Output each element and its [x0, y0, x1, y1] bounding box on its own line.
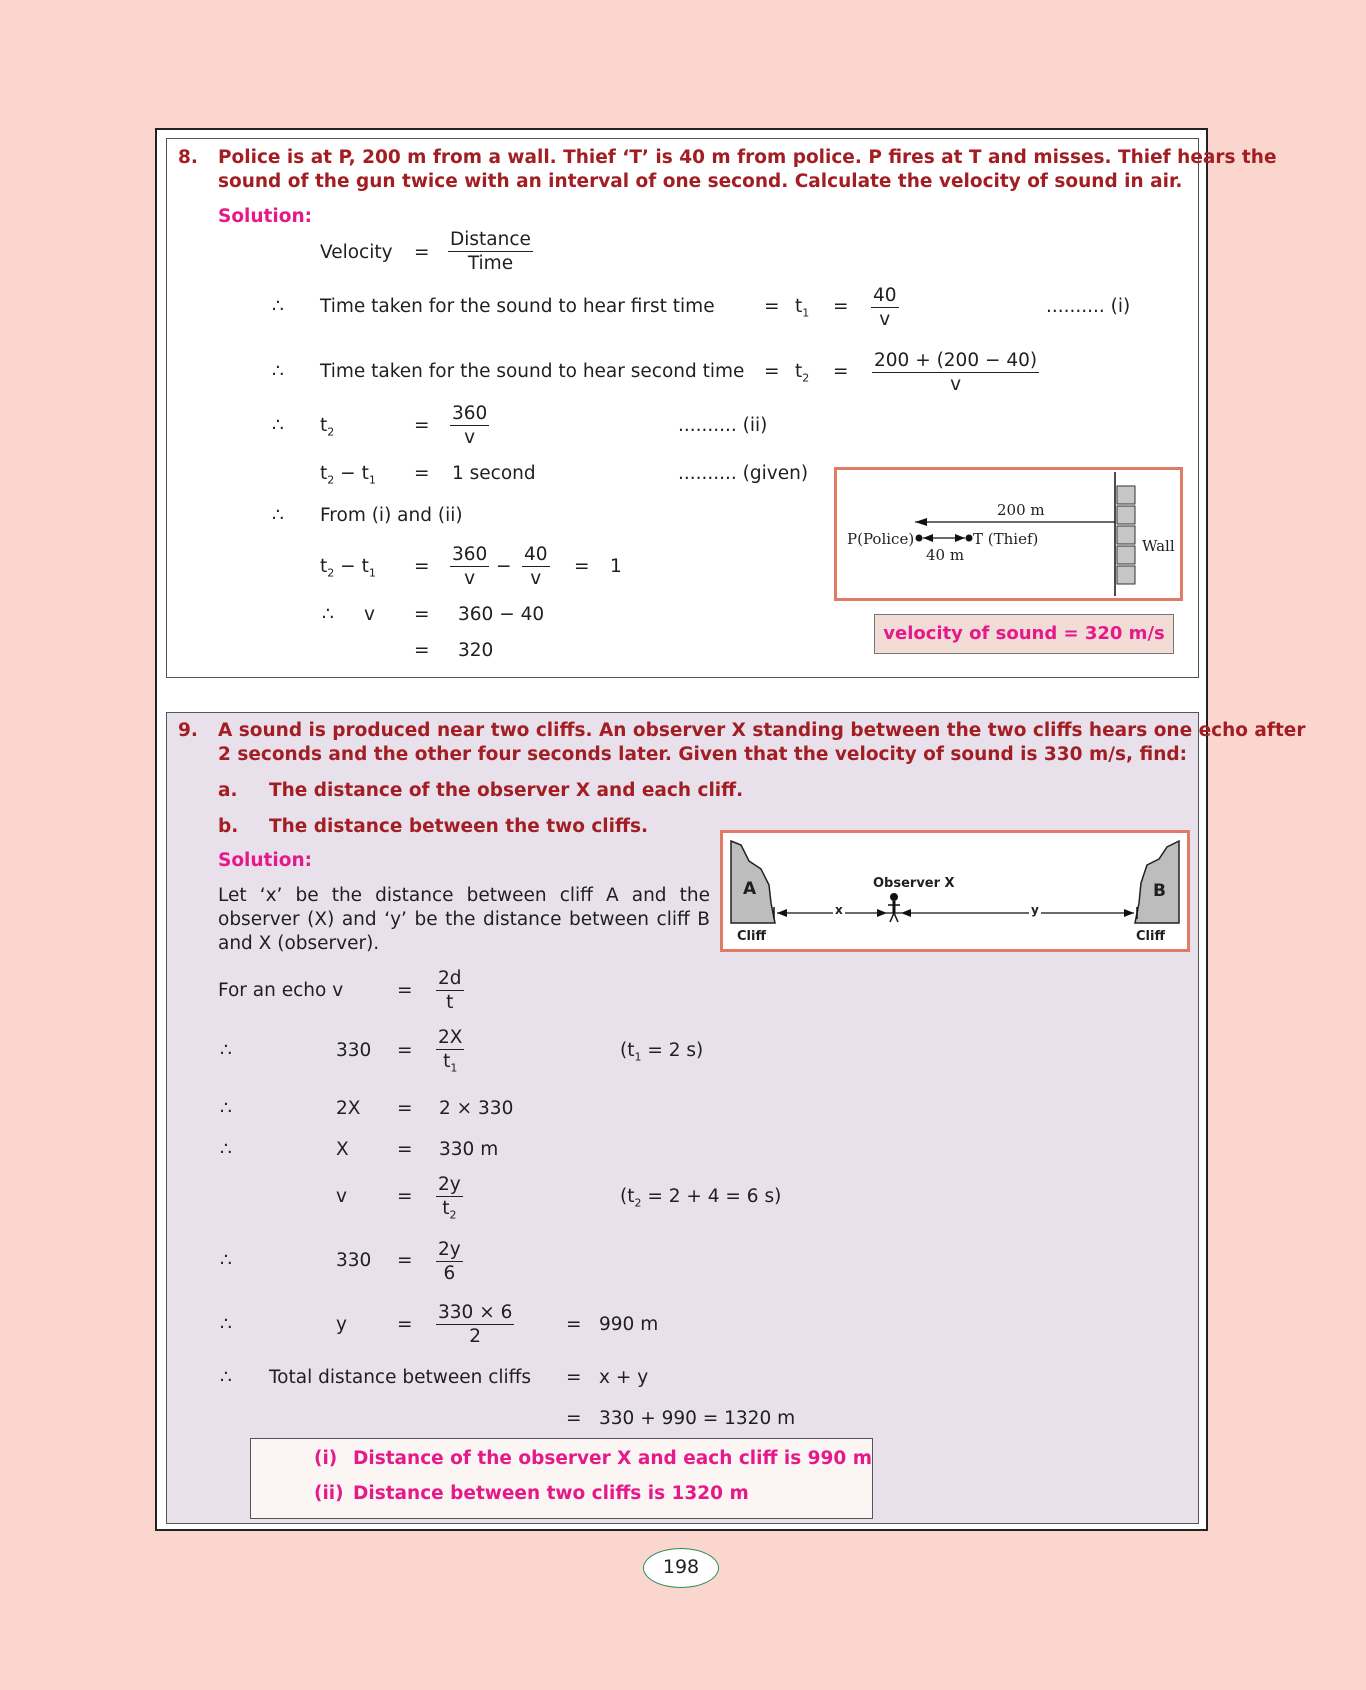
- label-y: y: [1031, 903, 1039, 917]
- subscript: 1: [634, 1050, 642, 1064]
- therefore-symbol: ∴: [220, 1139, 232, 1160]
- denominator: v: [464, 568, 476, 589]
- arrow-head-icon: [915, 518, 927, 526]
- equals-sign: =: [397, 980, 413, 1001]
- therefore-symbol: ∴: [272, 415, 284, 436]
- arrow-head-icon: [901, 909, 911, 917]
- fraction-40-over-v: [871, 284, 899, 331]
- minus-sign: −: [340, 463, 356, 484]
- fraction-2d-over-t: [436, 967, 464, 1014]
- distance-over-time: [448, 228, 533, 275]
- t2-minus-t1: [320, 556, 376, 580]
- label-police: P(Police): [847, 530, 915, 548]
- t-letter: t: [361, 556, 369, 577]
- minus-sign: −: [340, 556, 356, 577]
- equals-sign: =: [397, 1314, 413, 1335]
- X-value: 330 m: [439, 1139, 499, 1160]
- q8-solution-label: Solution:: [218, 206, 313, 227]
- equals-sign: =: [574, 556, 590, 577]
- therefore-symbol: ∴: [220, 1250, 232, 1271]
- equals-sign: =: [764, 296, 780, 317]
- cliffs-observer-diagram: [720, 830, 1190, 952]
- answer-1-label: (i): [314, 1448, 338, 1469]
- t-letter: t: [795, 296, 803, 317]
- fraction-2y-over-t2: [436, 1173, 463, 1227]
- denominator: 2: [469, 1326, 482, 1347]
- label-wall: Wall: [1142, 537, 1175, 555]
- fraction-2y-over-6: [436, 1238, 463, 1285]
- numerator: 200 + (200 − 40): [874, 350, 1038, 371]
- t1-symbol: [795, 296, 809, 320]
- velocity-value: 330: [336, 1040, 372, 1061]
- numerator: 40: [524, 544, 548, 565]
- subscript: 1: [450, 1061, 458, 1075]
- answer-2-label: (ii): [314, 1483, 344, 1504]
- denominator: Time: [467, 253, 514, 274]
- denominator: v: [464, 427, 476, 448]
- therefore-symbol: ∴: [220, 1098, 232, 1119]
- denominator: t: [446, 992, 454, 1013]
- equation-ref-ii: .......... (ii): [678, 415, 768, 436]
- label-cliff-b: B: [1153, 881, 1166, 901]
- label-200m: 200 m: [997, 501, 1045, 519]
- fraction-2X-over-t1: [436, 1026, 464, 1080]
- t-letter: t: [442, 1198, 450, 1219]
- t-letter: t: [320, 463, 328, 484]
- q8-number: 8.: [178, 147, 198, 168]
- X-symbol: X: [336, 1139, 349, 1160]
- subscript: 2: [802, 371, 810, 385]
- arrow-head-icon: [1124, 909, 1134, 917]
- q8-text-line2: sound of the gun twice with an interval of one second. Calculate the velocity of sound in air.: [218, 171, 1183, 192]
- q9-text-line2: 2 seconds and the other four seconds later. Given that the velocity of sound is 330 m/s, find:: [218, 744, 1188, 765]
- sum-line: 330 + 990 = 1320 m: [599, 1408, 796, 1429]
- equals-sign: =: [414, 463, 430, 484]
- equals-sign: =: [414, 415, 430, 436]
- equals-sign: =: [833, 361, 849, 382]
- label-cliff-a: A: [743, 879, 757, 899]
- equals-sign: =: [414, 604, 430, 625]
- result-value: 320: [458, 640, 494, 661]
- numerator: 330 × 6: [438, 1302, 513, 1323]
- label-x: x: [835, 903, 843, 917]
- q9-number: 9.: [178, 720, 198, 741]
- q9-text-line1: A sound is produced near two cliffs. An observer X standing between the two cliffs hears one echo after: [218, 720, 1306, 741]
- subscript: 1: [368, 566, 376, 580]
- arrow-head-icon: [877, 909, 887, 917]
- t2-symbol: [795, 361, 809, 385]
- diagram-svg: [723, 833, 1187, 949]
- equals-sign: =: [414, 556, 430, 577]
- equals-sign: =: [764, 361, 780, 382]
- subscript: 2: [327, 425, 335, 439]
- fraction-40-over-v: [522, 543, 550, 590]
- numerator: 2y: [438, 1174, 461, 1195]
- denominator: v: [530, 568, 542, 589]
- numerator: Distance: [450, 229, 531, 250]
- equals-sign: =: [414, 242, 430, 263]
- label-thief: T (Thief): [973, 530, 1039, 548]
- minus-sign: −: [496, 556, 512, 577]
- equation-ref-i: .......... (i): [1046, 296, 1131, 317]
- police-thief-wall-diagram: [834, 467, 1183, 601]
- condition-t1: [620, 1040, 703, 1064]
- q9-para-line3: and X (observer).: [218, 933, 380, 954]
- label-cliff-right: Cliff: [1136, 929, 1165, 944]
- subscript: 2: [327, 473, 335, 487]
- thief-point-icon: [966, 535, 973, 542]
- equals-sign: =: [414, 640, 430, 661]
- one-second-value: 1 second: [452, 463, 536, 484]
- one-value: 1: [610, 556, 622, 577]
- equals-sign: =: [566, 1314, 582, 1335]
- subscript: 1: [802, 306, 810, 320]
- denominator: 6: [443, 1263, 456, 1284]
- equals-sign: =: [566, 1367, 582, 1388]
- q9-answer-box: [250, 1438, 873, 1519]
- subscript: 1: [368, 473, 376, 487]
- q9-part-a-label: a.: [218, 780, 238, 801]
- q8-answer-box: velocity of sound = 320 m/s: [874, 614, 1174, 654]
- condition-end: = 2 s): [641, 1040, 704, 1061]
- condition-start: (t: [620, 1186, 635, 1207]
- equals-sign: =: [833, 296, 849, 317]
- subscript: 2: [634, 1196, 642, 1210]
- equals-sign: =: [397, 1040, 413, 1061]
- denominator: [436, 1050, 464, 1080]
- q9-part-b-label: b.: [218, 816, 239, 837]
- t-letter: t: [361, 463, 369, 484]
- therefore-symbol: ∴: [272, 505, 284, 526]
- answer-2-text: Distance between two cliffs is 1320 m: [353, 1483, 749, 1504]
- velocity-value: 330: [336, 1250, 372, 1271]
- equals-sign: =: [566, 1408, 582, 1429]
- t-letter: t: [443, 1051, 451, 1072]
- page-number: 198: [643, 1548, 719, 1588]
- label-40m: 40 m: [926, 546, 965, 564]
- therefore-symbol: ∴: [220, 1367, 232, 1388]
- velocity-label: Velocity: [320, 242, 393, 263]
- equals-sign: =: [397, 1250, 413, 1271]
- q9-part-a-text: The distance of the observer X and each cliff.: [269, 780, 744, 801]
- difference-value: 360 − 40: [458, 604, 545, 625]
- subscript: 2: [449, 1208, 457, 1222]
- arrow-head-icon: [955, 534, 965, 542]
- label-observer: Observer X: [873, 876, 955, 891]
- total-distance-text: Total distance between cliffs: [269, 1367, 532, 1388]
- fraction-360-over-v: [450, 402, 489, 449]
- answer-1-text: Distance of the observer X and each cliff is 990 m: [353, 1448, 873, 1469]
- equals-sign: =: [397, 1139, 413, 1160]
- lhs-2X: 2X: [336, 1098, 361, 1119]
- t2-symbol: [320, 415, 334, 439]
- q9-para-line1: Let ‘x’ be the distance between cliff A and the: [218, 885, 710, 906]
- therefore-symbol: ∴: [272, 296, 284, 317]
- from-i-ii-text: From (i) and (ii): [320, 505, 463, 526]
- arrow-head-icon: [923, 534, 933, 542]
- therefore-symbol: ∴: [220, 1040, 232, 1061]
- numerator: 360: [452, 544, 488, 565]
- fraction-expr-over-v: [872, 349, 1039, 396]
- numerator: 360: [452, 403, 488, 424]
- denominator: v: [950, 374, 962, 395]
- fraction-360-over-v: [450, 543, 489, 590]
- police-point-icon: [916, 535, 923, 542]
- t-letter: t: [320, 556, 328, 577]
- therefore-symbol: ∴: [322, 604, 334, 625]
- condition-t2: [620, 1186, 781, 1210]
- subscript: 2: [327, 566, 335, 580]
- numerator: 2d: [438, 968, 462, 989]
- numerator: 2y: [438, 1239, 461, 1260]
- therefore-symbol: ∴: [220, 1314, 232, 1335]
- rhs-2x330: 2 × 330: [439, 1098, 514, 1119]
- q9-solution-label: Solution:: [218, 850, 313, 871]
- arrow-head-icon: [777, 909, 787, 917]
- v-symbol: v: [336, 1186, 347, 1207]
- first-time-text: Time taken for the sound to hear first time: [320, 296, 715, 317]
- therefore-symbol: ∴: [272, 361, 284, 382]
- numerator: 40: [873, 285, 897, 306]
- t-letter: t: [795, 361, 803, 382]
- for-echo-text: For an echo v: [218, 980, 344, 1001]
- y-symbol: y: [336, 1314, 347, 1335]
- q9-para-line2: observer (X) and ‘y’ be the distance between cliff B: [218, 909, 710, 930]
- second-time-text: Time taken for the sound to hear second time: [320, 361, 745, 382]
- x-plus-y: x + y: [599, 1367, 649, 1388]
- t-letter: t: [320, 415, 328, 436]
- t2-minus-t1: [320, 463, 376, 487]
- condition-start: (t: [620, 1040, 635, 1061]
- equation-ref-given: .......... (given): [678, 463, 809, 484]
- label-cliff-left: Cliff: [737, 929, 766, 944]
- q9-part-b-text: The distance between the two cliffs.: [269, 816, 649, 837]
- wall-bricks: [1117, 486, 1135, 584]
- y-value: 990 m: [599, 1314, 659, 1335]
- equals-sign: =: [397, 1098, 413, 1119]
- condition-end: = 2 + 4 = 6 s): [641, 1186, 782, 1207]
- denominator: [436, 1197, 463, 1227]
- equals-sign: =: [397, 1186, 413, 1207]
- denominator: v: [879, 309, 891, 330]
- fraction-330x6-over-2: [436, 1301, 514, 1348]
- v-symbol: v: [364, 604, 375, 625]
- numerator: 2X: [438, 1027, 463, 1048]
- observer-person-icon: [888, 894, 900, 923]
- q8-text-line1: Police is at P, 200 m from a wall. Thief ‘T’ is 40 m from police. P fires at T and misses. Thief hears the: [218, 147, 1277, 168]
